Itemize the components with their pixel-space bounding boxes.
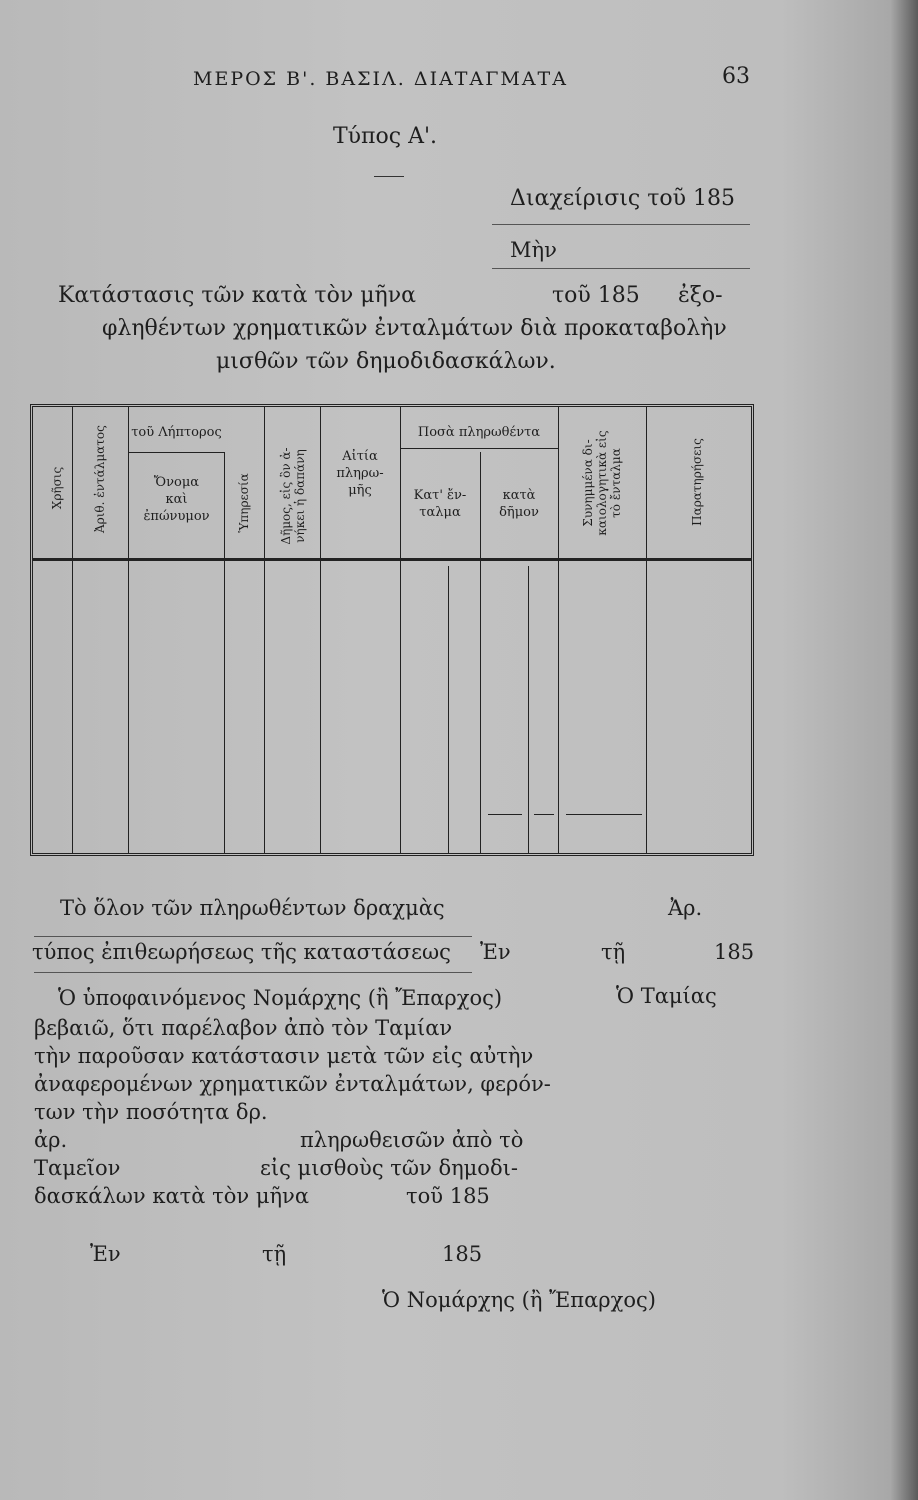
col-name-l2: καὶ — [165, 492, 188, 507]
inspection-en: Ἐν — [480, 940, 511, 964]
col-per-warrant-header — [400, 487, 480, 521]
para-line7-a: Ταμεῖον — [34, 1156, 121, 1180]
col-warrant-label: Ἀριθ. ἐντάλματος — [93, 425, 107, 533]
para-line6-a: ἀρ. — [34, 1128, 68, 1152]
col-attached-l3: τὸ ἔνταλμα — [609, 448, 623, 518]
footer-rule-1 — [34, 936, 472, 937]
sign-year: 185 — [442, 1242, 483, 1266]
para-line4: ἀναφερομένων χρηματικῶν ἐνταλμάτων, φερόν- — [34, 1072, 551, 1096]
paid-group-header: Ποσὰ πληρωθέντα — [417, 425, 541, 440]
statement-line3: μισθῶν τῶν δημοδιδασκάλων. — [216, 349, 556, 374]
col-reason-l2: πληρω- — [336, 466, 384, 481]
col-sep-1 — [72, 407, 73, 853]
para-line1: Ὁ ὑποφαινόμενος Νομάρχης (ἢ Ἔπαρχος) — [58, 986, 503, 1010]
payee-group-rule — [129, 452, 224, 453]
sign-en: Ἐν — [90, 1242, 121, 1266]
page-number: 63 — [722, 64, 750, 89]
paid-group-rule — [400, 448, 558, 449]
management-rule-1 — [492, 224, 750, 225]
col-name-l1: Ὄνομα — [153, 475, 200, 490]
col-year-header: Χρῆσις — [50, 466, 64, 510]
col-sep-6 — [400, 407, 401, 853]
body-sep-a — [448, 566, 449, 853]
inspection-year: 185 — [714, 940, 755, 964]
total-dash-1 — [488, 814, 522, 815]
management-rule-2 — [492, 268, 750, 269]
col-per-warrant-l1: Κατ' ἔν- — [413, 488, 467, 503]
col-per-municipality-l2: δῆμον — [499, 505, 539, 520]
para-line8-b: τοῦ 185 — [406, 1184, 490, 1208]
col-sep-3 — [224, 452, 225, 853]
sign-ti: τῇ — [262, 1242, 287, 1266]
col-reason-header — [320, 448, 400, 499]
statement-line2: φληθέντων χρηματικῶν ἐνταλμάτων διὰ προκαταβολὴν — [102, 316, 727, 341]
body-sep-b — [528, 566, 529, 853]
col-per-warrant-l2: ταλμα — [419, 505, 461, 520]
footer-rule-2 — [34, 972, 472, 973]
para-line8-a: δασκάλων κατὰ τὸν μῆνα — [34, 1184, 309, 1208]
statement-line1-end: ἐξο- — [678, 283, 723, 308]
para-line7-b: εἰς μισθοὺς τῶν δημοδι- — [260, 1156, 518, 1180]
management-line: Διαχείρισις τοῦ 185 — [510, 186, 736, 211]
total-label: Τὸ ὅλον τῶν πληρωθέντων δραχμὰς — [60, 896, 445, 920]
col-attached-l1: Συνημμένα δι- — [581, 439, 595, 527]
total-abbr: Ἀρ. — [668, 896, 703, 920]
inspection-label: τύπος ἐπιθεωρήσεως τῆς καταστάσεως — [32, 940, 451, 964]
running-title: ΜΕΡΟΣ Β'. ΒΑΣΙΛ. ΔΙΑΤΑΓΜΑΤΑ — [193, 68, 568, 90]
para-line3: τὴν παροῦσαν κατάστασιν μετὰ τῶν εἰς αὐτὴν — [34, 1044, 534, 1068]
para-line5: των τὴν ποσότητα δρ. — [34, 1100, 268, 1124]
table-header-rule — [33, 558, 751, 561]
col-municipality-l2: νήκει ἡ δαπάνη — [293, 449, 307, 543]
form-title: Τύπος Α'. — [333, 124, 437, 149]
prefect-sign: Ὁ Νομάρχης (ἢ Ἔπαρχος) — [382, 1288, 656, 1312]
col-municipality-header — [279, 433, 307, 559]
title-dash — [374, 176, 404, 177]
para-line2: βεβαιῶ, ὅτι παρέλαβον ἀπὸ τὸν Ταμίαν — [34, 1016, 453, 1040]
statement-line1-year: τοῦ 185 — [552, 283, 640, 308]
month-line: Μὴν — [510, 238, 557, 262]
total-dash-3 — [566, 814, 642, 815]
col-reason-l1: Αἰτία — [342, 449, 378, 464]
col-municipality-l1: Δῆμος, εἰς ὃν ἀ- — [279, 447, 293, 545]
col-per-municipality-l1: κατὰ — [502, 488, 536, 503]
col-sep-9 — [646, 407, 647, 853]
col-remarks-header: Παρατηρήσεις — [690, 438, 704, 526]
col-service-header: Ὑπηρεσία — [237, 473, 251, 533]
inspection-ti: τῇ — [601, 940, 626, 964]
payee-group-header: τοῦ Λήπτορος — [131, 425, 222, 440]
col-name-header — [129, 474, 224, 525]
col-sep-4 — [264, 407, 265, 853]
col-name-l3: ἐπώνυμον — [143, 509, 210, 524]
col-reason-l3: μῆς — [348, 483, 372, 498]
col-per-municipality-header — [480, 487, 558, 521]
col-attached-header — [581, 417, 623, 549]
col-warrant-header — [93, 425, 107, 533]
treasurer-sign: Ὁ Ταμίας — [616, 984, 717, 1008]
col-attached-l2: καιολογητικὰ εἰς — [595, 430, 609, 536]
statement-line1: Κατάστασις τῶν κατὰ τὸν μῆνα — [58, 283, 416, 308]
para-line6-b: πληρωθεισῶν ἀπὸ τὸ — [300, 1128, 524, 1152]
total-dash-2 — [534, 814, 554, 815]
col-sep-8 — [558, 407, 559, 853]
